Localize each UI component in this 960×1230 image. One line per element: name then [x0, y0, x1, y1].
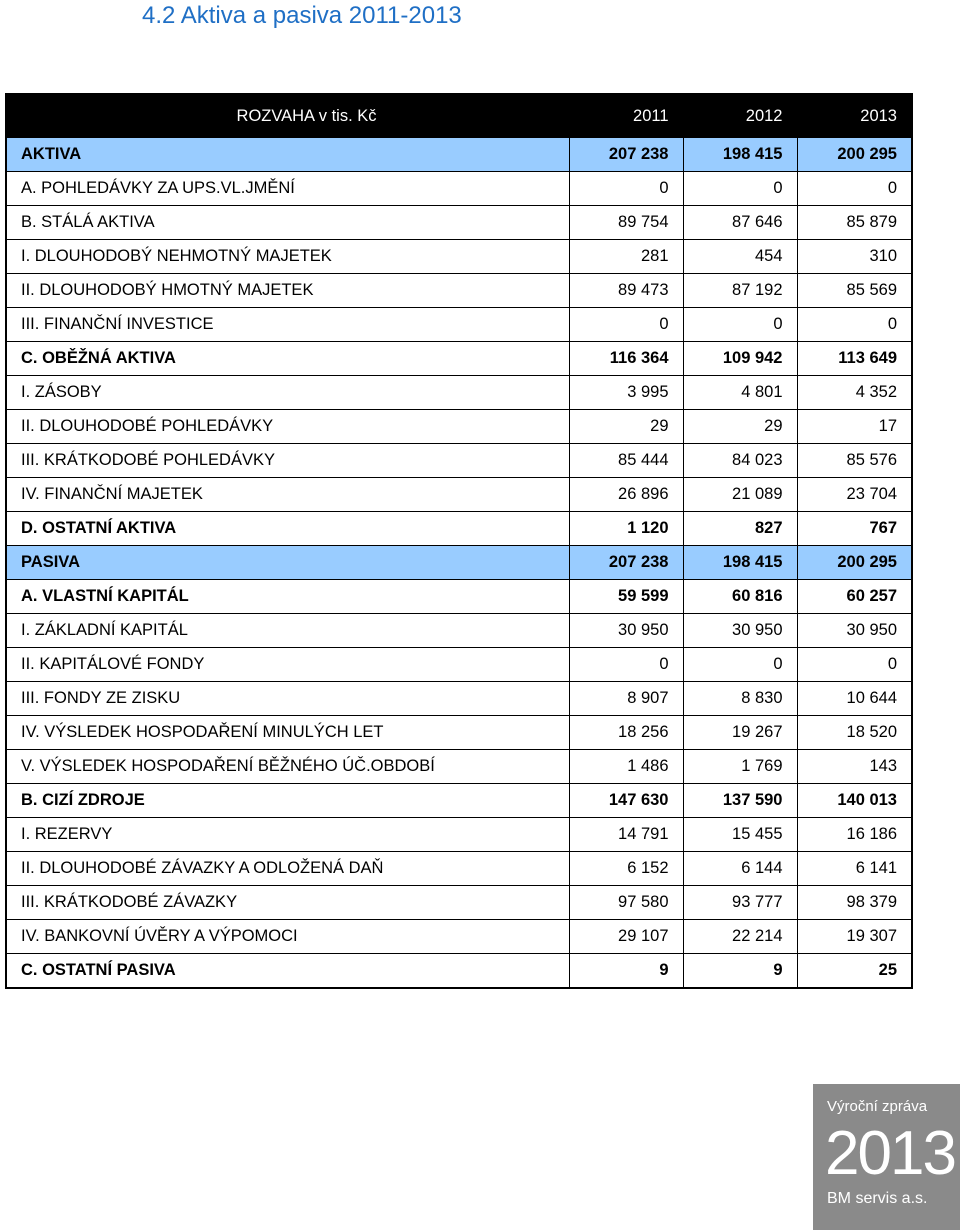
table-row — [6, 580, 912, 614]
row-value-2013: 113 649 — [797, 342, 912, 376]
row-value-2012: 198 415 — [683, 546, 797, 580]
row-value-2012: 84 023 — [683, 444, 797, 478]
row-value-2013: 60 257 — [797, 580, 912, 614]
table-row — [6, 410, 912, 444]
row-value-2013: 85 576 — [797, 444, 912, 478]
table-row — [6, 546, 912, 580]
row-value-2013: 85 879 — [797, 206, 912, 240]
row-value-2012: 454 — [683, 240, 797, 274]
row-value-2013: 6 141 — [797, 852, 912, 886]
table-row — [6, 376, 912, 410]
row-value-2013: 0 — [797, 308, 912, 342]
row-value-2011: 207 238 — [569, 138, 683, 172]
row-value-2011: 281 — [569, 240, 683, 274]
table-row — [6, 750, 912, 784]
row-value-2013: 23 704 — [797, 478, 912, 512]
row-value-2011: 29 107 — [569, 920, 683, 954]
annual-report-logo — [813, 1084, 960, 1230]
row-value-2011: 116 364 — [569, 342, 683, 376]
table-row — [6, 886, 912, 920]
row-value-2012: 109 942 — [683, 342, 797, 376]
table-row — [6, 342, 912, 376]
table-row — [6, 512, 912, 546]
row-label: II. DLOUHODOBÉ ZÁVAZKY A ODLOŽENÁ DAŇ — [6, 852, 569, 886]
row-label: III. KRÁTKODOBÉ POHLEDÁVKY — [6, 444, 569, 478]
table-row — [6, 478, 912, 512]
header-label: ROZVAHA v tis. Kč — [6, 94, 569, 138]
row-value-2012: 0 — [683, 172, 797, 206]
header-year-2013: 2013 — [797, 94, 912, 138]
row-value-2011: 207 238 — [569, 546, 683, 580]
row-value-2012: 30 950 — [683, 614, 797, 648]
row-label: B. CIZÍ ZDROJE — [6, 784, 569, 818]
table-row — [6, 444, 912, 478]
header-year-2012: 2012 — [683, 94, 797, 138]
row-value-2012: 29 — [683, 410, 797, 444]
row-value-2013: 18 520 — [797, 716, 912, 750]
row-value-2013: 310 — [797, 240, 912, 274]
header-year-2011: 2011 — [569, 94, 683, 138]
row-label: III. FONDY ZE ZISKU — [6, 682, 569, 716]
logo-company: BM servis a.s. — [827, 1190, 928, 1207]
row-value-2011: 0 — [569, 308, 683, 342]
row-value-2012: 87 646 — [683, 206, 797, 240]
row-value-2012: 198 415 — [683, 138, 797, 172]
balance-sheet-table — [5, 93, 913, 989]
row-label: A. POHLEDÁVKY ZA UPS.VL.JMĚNÍ — [6, 172, 569, 206]
table-body — [6, 138, 912, 989]
row-value-2011: 89 754 — [569, 206, 683, 240]
row-value-2011: 8 907 — [569, 682, 683, 716]
row-value-2013: 16 186 — [797, 818, 912, 852]
row-value-2013: 25 — [797, 954, 912, 989]
table-row — [6, 206, 912, 240]
table-row — [6, 852, 912, 886]
row-value-2011: 14 791 — [569, 818, 683, 852]
row-label: IV. VÝSLEDEK HOSPODAŘENÍ MINULÝCH LET — [6, 716, 569, 750]
row-value-2011: 9 — [569, 954, 683, 989]
row-value-2012: 15 455 — [683, 818, 797, 852]
row-label: C. OBĚŽNÁ AKTIVA — [6, 342, 569, 376]
row-label: I. REZERVY — [6, 818, 569, 852]
table-row — [6, 614, 912, 648]
row-value-2011: 18 256 — [569, 716, 683, 750]
row-label: AKTIVA — [6, 138, 569, 172]
row-value-2013: 140 013 — [797, 784, 912, 818]
logo-caption: Výroční zpráva — [827, 1098, 928, 1115]
table-row — [6, 716, 912, 750]
row-label: C. OSTATNÍ PASIVA — [6, 954, 569, 989]
row-value-2013: 0 — [797, 172, 912, 206]
table-row — [6, 648, 912, 682]
row-label: II. DLOUHODOBÝ HMOTNÝ MAJETEK — [6, 274, 569, 308]
row-value-2012: 827 — [683, 512, 797, 546]
row-value-2011: 0 — [569, 172, 683, 206]
row-value-2013: 30 950 — [797, 614, 912, 648]
row-value-2012: 19 267 — [683, 716, 797, 750]
row-value-2011: 30 950 — [569, 614, 683, 648]
row-value-2011: 3 995 — [569, 376, 683, 410]
row-value-2013: 85 569 — [797, 274, 912, 308]
row-label: A. VLASTNÍ KAPITÁL — [6, 580, 569, 614]
table-row — [6, 818, 912, 852]
row-value-2012: 22 214 — [683, 920, 797, 954]
row-value-2012: 0 — [683, 308, 797, 342]
row-value-2013: 17 — [797, 410, 912, 444]
table-row — [6, 138, 912, 172]
row-label: B. STÁLÁ AKTIVA — [6, 206, 569, 240]
row-value-2012: 60 816 — [683, 580, 797, 614]
row-value-2012: 4 801 — [683, 376, 797, 410]
row-value-2013: 10 644 — [797, 682, 912, 716]
row-value-2011: 89 473 — [569, 274, 683, 308]
row-value-2011: 0 — [569, 648, 683, 682]
table-row — [6, 274, 912, 308]
row-label: II. KAPITÁLOVÉ FONDY — [6, 648, 569, 682]
row-value-2012: 93 777 — [683, 886, 797, 920]
row-label: V. VÝSLEDEK HOSPODAŘENÍ BĚŽNÉHO ÚČ.OBDOBÍ — [6, 750, 569, 784]
row-value-2011: 85 444 — [569, 444, 683, 478]
row-value-2012: 9 — [683, 954, 797, 989]
row-value-2012: 1 769 — [683, 750, 797, 784]
table-row — [6, 920, 912, 954]
row-value-2011: 6 152 — [569, 852, 683, 886]
row-value-2013: 4 352 — [797, 376, 912, 410]
table-row — [6, 784, 912, 818]
row-value-2013: 200 295 — [797, 546, 912, 580]
table-row — [6, 172, 912, 206]
row-value-2011: 29 — [569, 410, 683, 444]
page-title: 4.2 Aktiva a pasiva 2011-2013 — [142, 2, 462, 29]
row-label: II. DLOUHODOBÉ POHLEDÁVKY — [6, 410, 569, 444]
row-value-2011: 1 120 — [569, 512, 683, 546]
row-value-2012: 21 089 — [683, 478, 797, 512]
logo-year: 2013 — [825, 1119, 955, 1188]
row-value-2013: 0 — [797, 648, 912, 682]
row-value-2013: 98 379 — [797, 886, 912, 920]
row-label: I. DLOUHODOBÝ NEHMOTNÝ MAJETEK — [6, 240, 569, 274]
row-value-2013: 200 295 — [797, 138, 912, 172]
row-label: PASIVA — [6, 546, 569, 580]
row-value-2012: 87 192 — [683, 274, 797, 308]
row-value-2011: 1 486 — [569, 750, 683, 784]
row-value-2013: 143 — [797, 750, 912, 784]
table-row — [6, 240, 912, 274]
row-value-2013: 767 — [797, 512, 912, 546]
row-label: I. ZÁKLADNÍ KAPITÁL — [6, 614, 569, 648]
row-label: D. OSTATNÍ AKTIVA — [6, 512, 569, 546]
row-value-2012: 8 830 — [683, 682, 797, 716]
table-row — [6, 682, 912, 716]
table-row — [6, 308, 912, 342]
row-value-2011: 147 630 — [569, 784, 683, 818]
row-label: IV. BANKOVNÍ ÚVĚRY A VÝPOMOCI — [6, 920, 569, 954]
row-label: III. FINANČNÍ INVESTICE — [6, 308, 569, 342]
row-value-2011: 59 599 — [569, 580, 683, 614]
row-value-2013: 19 307 — [797, 920, 912, 954]
table-row — [6, 954, 912, 989]
row-value-2012: 6 144 — [683, 852, 797, 886]
row-label: IV. FINANČNÍ MAJETEK — [6, 478, 569, 512]
row-label: I. ZÁSOBY — [6, 376, 569, 410]
row-value-2012: 137 590 — [683, 784, 797, 818]
row-value-2011: 26 896 — [569, 478, 683, 512]
row-value-2011: 97 580 — [569, 886, 683, 920]
row-label: III. KRÁTKODOBÉ ZÁVAZKY — [6, 886, 569, 920]
row-value-2012: 0 — [683, 648, 797, 682]
table-header-row — [6, 94, 912, 138]
